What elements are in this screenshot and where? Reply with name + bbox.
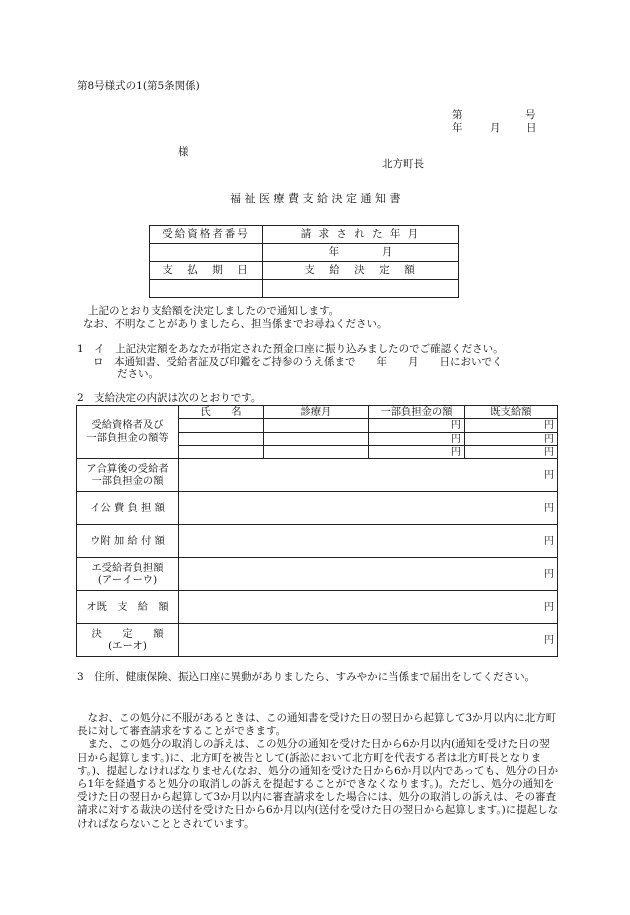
copay-cell: 円 [369,432,465,445]
row-label-line1: 決 定 額 [91,627,164,640]
row-label-combined-copay [77,459,179,492]
document-number-suffix: 号 [525,109,536,121]
treatment-month-cell [264,446,369,459]
amount-cell: 円 [179,459,558,492]
form-number: 第8号様式の1(第5条関係) [77,80,200,92]
section-1-item-b: ロ 本通知書、受給者証及び印鑑をご持参のうえ係まで 年 月 日においでく [93,356,503,368]
amount-cell: 円 [179,591,558,624]
column-header-name: 氏 名 [179,406,264,419]
table-row [77,525,558,558]
column-header-treatment-month: 診療月 [264,406,369,419]
group-label-line1: 受給資格者及び [91,419,164,432]
claim-month-unit: 月 [381,246,393,259]
appeal-notice [77,712,559,831]
date-year: 年 [452,122,463,134]
section-3: 3 住所、健康保険、振込口座に異動がありましたら、すみやかに当係まで届出をしてください。 [77,671,536,683]
section-2-heading: 2 支給決定の内訳は次のとおりです。 [77,392,262,404]
row-label-line2: (アーイーウ) [97,574,158,587]
claim-year-unit: 年 [328,246,340,259]
document-title: 福祉医療費支給決定通知書 [230,192,404,205]
amount-cell: 円 [179,558,558,591]
claim-month-label: 請 求 さ れ た 年 月 [263,226,459,244]
paragraph: なお、この処分に不服があるときは、この通知書を受けた日の翌日から起算して3か月以内に北方町長に対して審査請求をすることができます。 [77,712,557,738]
table-row [77,459,558,492]
group-label-line2: 一部負担金の額等 [86,432,169,445]
row-label-line2: 一部負担金の額 [91,475,164,488]
claim-month-value [263,244,459,262]
decision-amount-label: 支 給 決 定 額 [263,262,459,280]
date-month: 月 [490,122,501,134]
row-label-additional-benefit [77,525,179,558]
name-cell [179,432,264,445]
row-label-recipient-burden [77,558,179,591]
notice-line-1: 上記のとおり支給額を決定しましたので通知します。 [88,305,340,317]
decision-amount-value [263,280,459,298]
recipient-number-label: 受給資格者番号 [150,226,263,244]
row-label-line1: イ公 費 負 担 額 [90,501,165,514]
column-header-paid: 既支給額 [465,406,558,419]
row-label-already-paid [77,591,179,624]
table-row [77,624,558,657]
paragraph: また、この処分の取消しの訴えは、この処分の通知を受けた日から6か月以内(通知を受けた日の翌日から起算します。)に、北方町を被告として(訴訟において北方町を代表する者は北方町長となります。)、提起しなければなりません(なお、処分の通知を受けた日から6か月以内であっても、処分の日から1年を経過すると処分の取消しの訴えを提起することができなくなります。)。ただし、処分の通知を受けた日の翌日から起算して3か月以内に審査請求をした場合には、処分の取消しの訴えは、その審査請求に対する裁決の送付を受けた日から6か月以内(送付を受けた日の翌日から起算します。)に提起しなければならないこととされています。 [77,738,559,830]
name-cell [179,419,264,432]
row-label-line1: ア合算後の受給者 [86,462,169,475]
copay-cell: 円 [369,419,465,432]
amount-cell: 円 [179,525,558,558]
paid-cell: 円 [465,419,558,432]
recipient-number-value [150,244,263,262]
breakdown-table [76,405,558,657]
paid-cell: 円 [465,432,558,445]
addressee-suffix: 様 [178,146,189,158]
copay-cell: 円 [369,446,465,459]
name-cell [179,446,264,459]
payment-date-value [150,280,263,298]
notice-line-2: なお、不明なことがありましたら、担当係までお尋ねください。 [83,318,388,330]
sender-name: 北方町長 [382,158,424,170]
amount-cell: 円 [179,624,558,657]
row-label-public-burden [77,492,179,525]
date-day: 日 [526,122,537,134]
row-label-line1: オ既 支 給 額 [86,600,169,613]
table-row [77,591,558,624]
paid-cell: 円 [465,446,558,459]
table-row [77,492,558,525]
row-label-line2: (エーオ) [108,640,147,653]
treatment-month-cell [264,419,369,432]
section-1-item-a: 1 イ 上記決定額をあなたが指定された預金口座に振り込みましたのでご確認ください。 [77,343,504,355]
group-label [77,406,179,459]
document-number-prefix: 第 [452,109,463,121]
info-table [149,225,459,298]
column-header-copay: 一部負担金の額 [369,406,465,419]
section-1-item-b-cont: ださい。 [117,368,159,380]
row-label-decision-amount [77,624,179,657]
amount-cell: 円 [179,492,558,525]
payment-date-label: 支 払 期 日 [150,262,263,280]
treatment-month-cell [264,432,369,445]
table-row [77,558,558,591]
row-label-line1: エ受給者負担額 [91,561,164,574]
row-label-line1: ウ附 加 給 付 額 [90,534,165,547]
